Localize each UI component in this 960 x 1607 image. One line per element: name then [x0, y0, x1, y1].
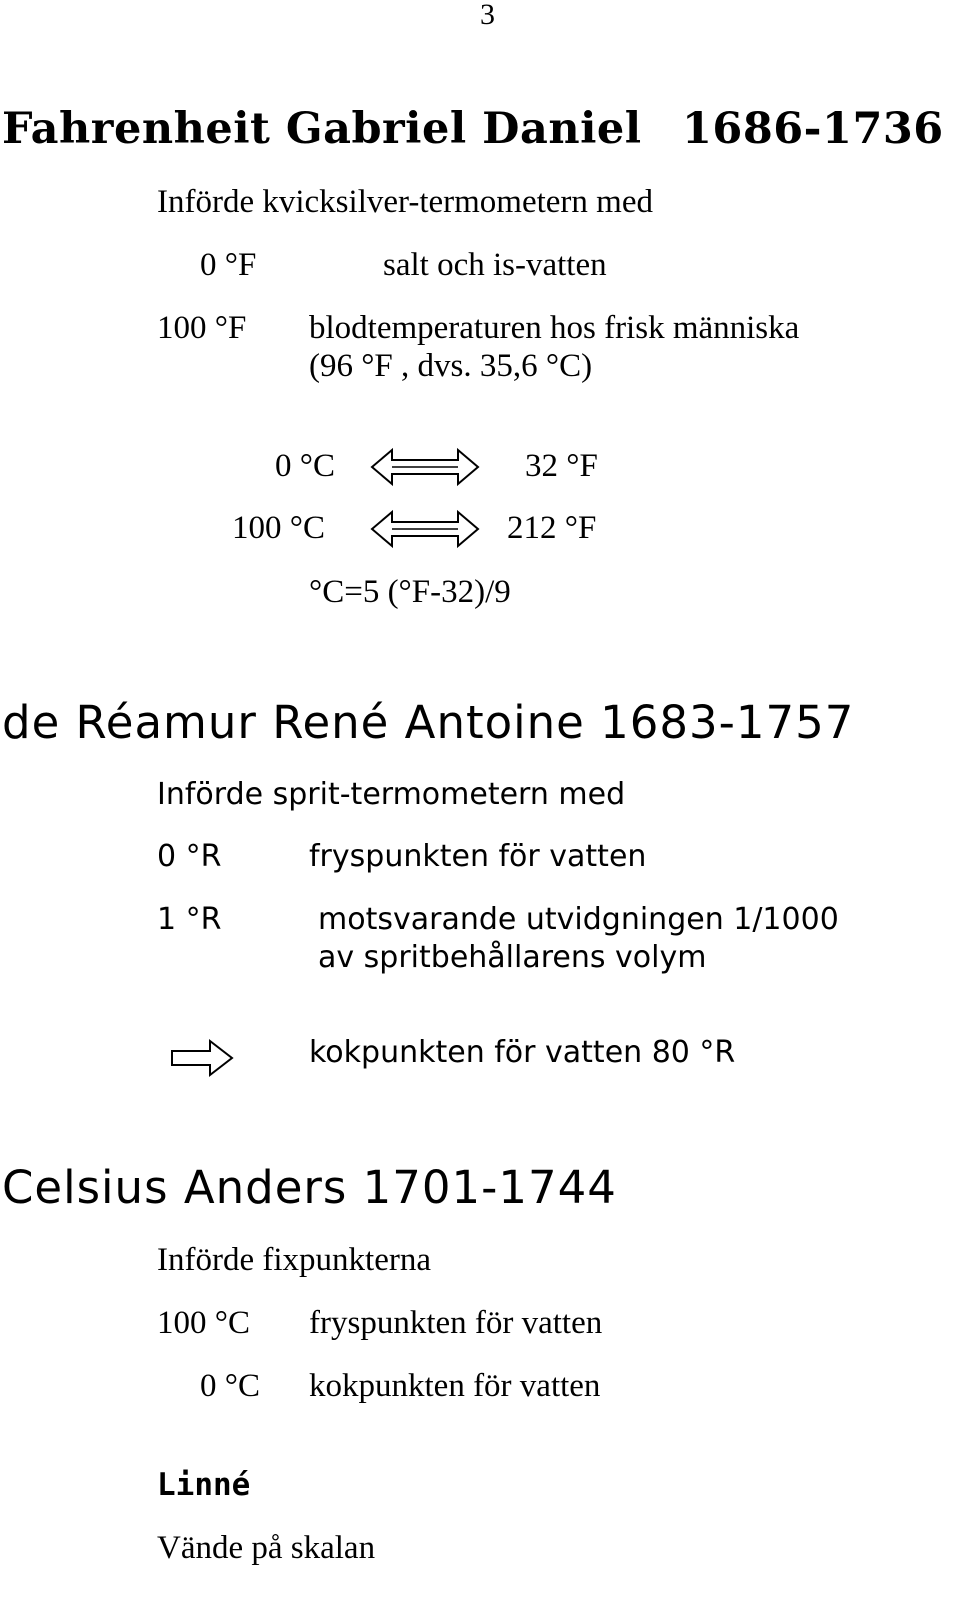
- page-number: 3: [480, 0, 495, 31]
- celsius-0c-value: 0 °C: [200, 1368, 260, 1404]
- conversion-0c: 0 °C: [275, 448, 335, 484]
- conversion-100c: 100 °C: [232, 510, 325, 546]
- linne-text: Vände på skalan: [157, 1530, 376, 1566]
- fahrenheit-heading: Fahrenheit Gabriel Daniel: [2, 104, 642, 154]
- conversion-32f: 32 °F: [525, 448, 598, 484]
- fahrenheit-intro: Införde kvicksilver-termometern med: [157, 184, 653, 220]
- reaumur-result: kokpunkten för vatten 80 °R: [309, 1035, 736, 1070]
- double-arrow-icon: [370, 509, 480, 549]
- celsius-0c-desc: kokpunkten för vatten: [309, 1368, 601, 1404]
- fahrenheit-years: 1686-1736: [682, 104, 944, 154]
- reaumur-0r-desc: fryspunkten för vatten: [309, 839, 647, 874]
- fahrenheit-0f-desc: salt och is-vatten: [383, 247, 607, 283]
- reaumur-heading: de Réamur René Antoine 1683-1757: [2, 696, 855, 749]
- conversion-formula: °C=5 (°F-32)/9: [309, 574, 511, 610]
- celsius-heading: Celsius Anders 1701-1744: [2, 1161, 617, 1214]
- reaumur-1r-desc-line1: motsvarande utvidgningen 1/1000: [318, 902, 839, 937]
- celsius-intro: Införde fixpunkterna: [157, 1242, 431, 1278]
- reaumur-intro: Införde sprit-termometern med: [157, 777, 626, 812]
- fahrenheit-100f-value: 100 °F: [157, 310, 247, 346]
- right-arrow-icon: [170, 1038, 234, 1078]
- reaumur-1r-value: 1 °R: [157, 902, 222, 937]
- reaumur-1r-desc-line2: av spritbehållarens volym: [318, 940, 707, 975]
- reaumur-0r-value: 0 °R: [157, 839, 222, 874]
- conversion-212f: 212 °F: [507, 510, 597, 546]
- linne-heading: Linné: [157, 1467, 251, 1503]
- celsius-100c-desc: fryspunkten för vatten: [309, 1305, 603, 1341]
- double-arrow-icon: [370, 447, 480, 487]
- fahrenheit-100f-note: (96 °F , dvs. 35,6 °C): [309, 348, 593, 384]
- fahrenheit-100f-desc: blodtemperaturen hos frisk människa: [309, 310, 800, 346]
- fahrenheit-0f-value: 0 °F: [200, 247, 257, 283]
- celsius-100c-value: 100 °C: [157, 1305, 250, 1341]
